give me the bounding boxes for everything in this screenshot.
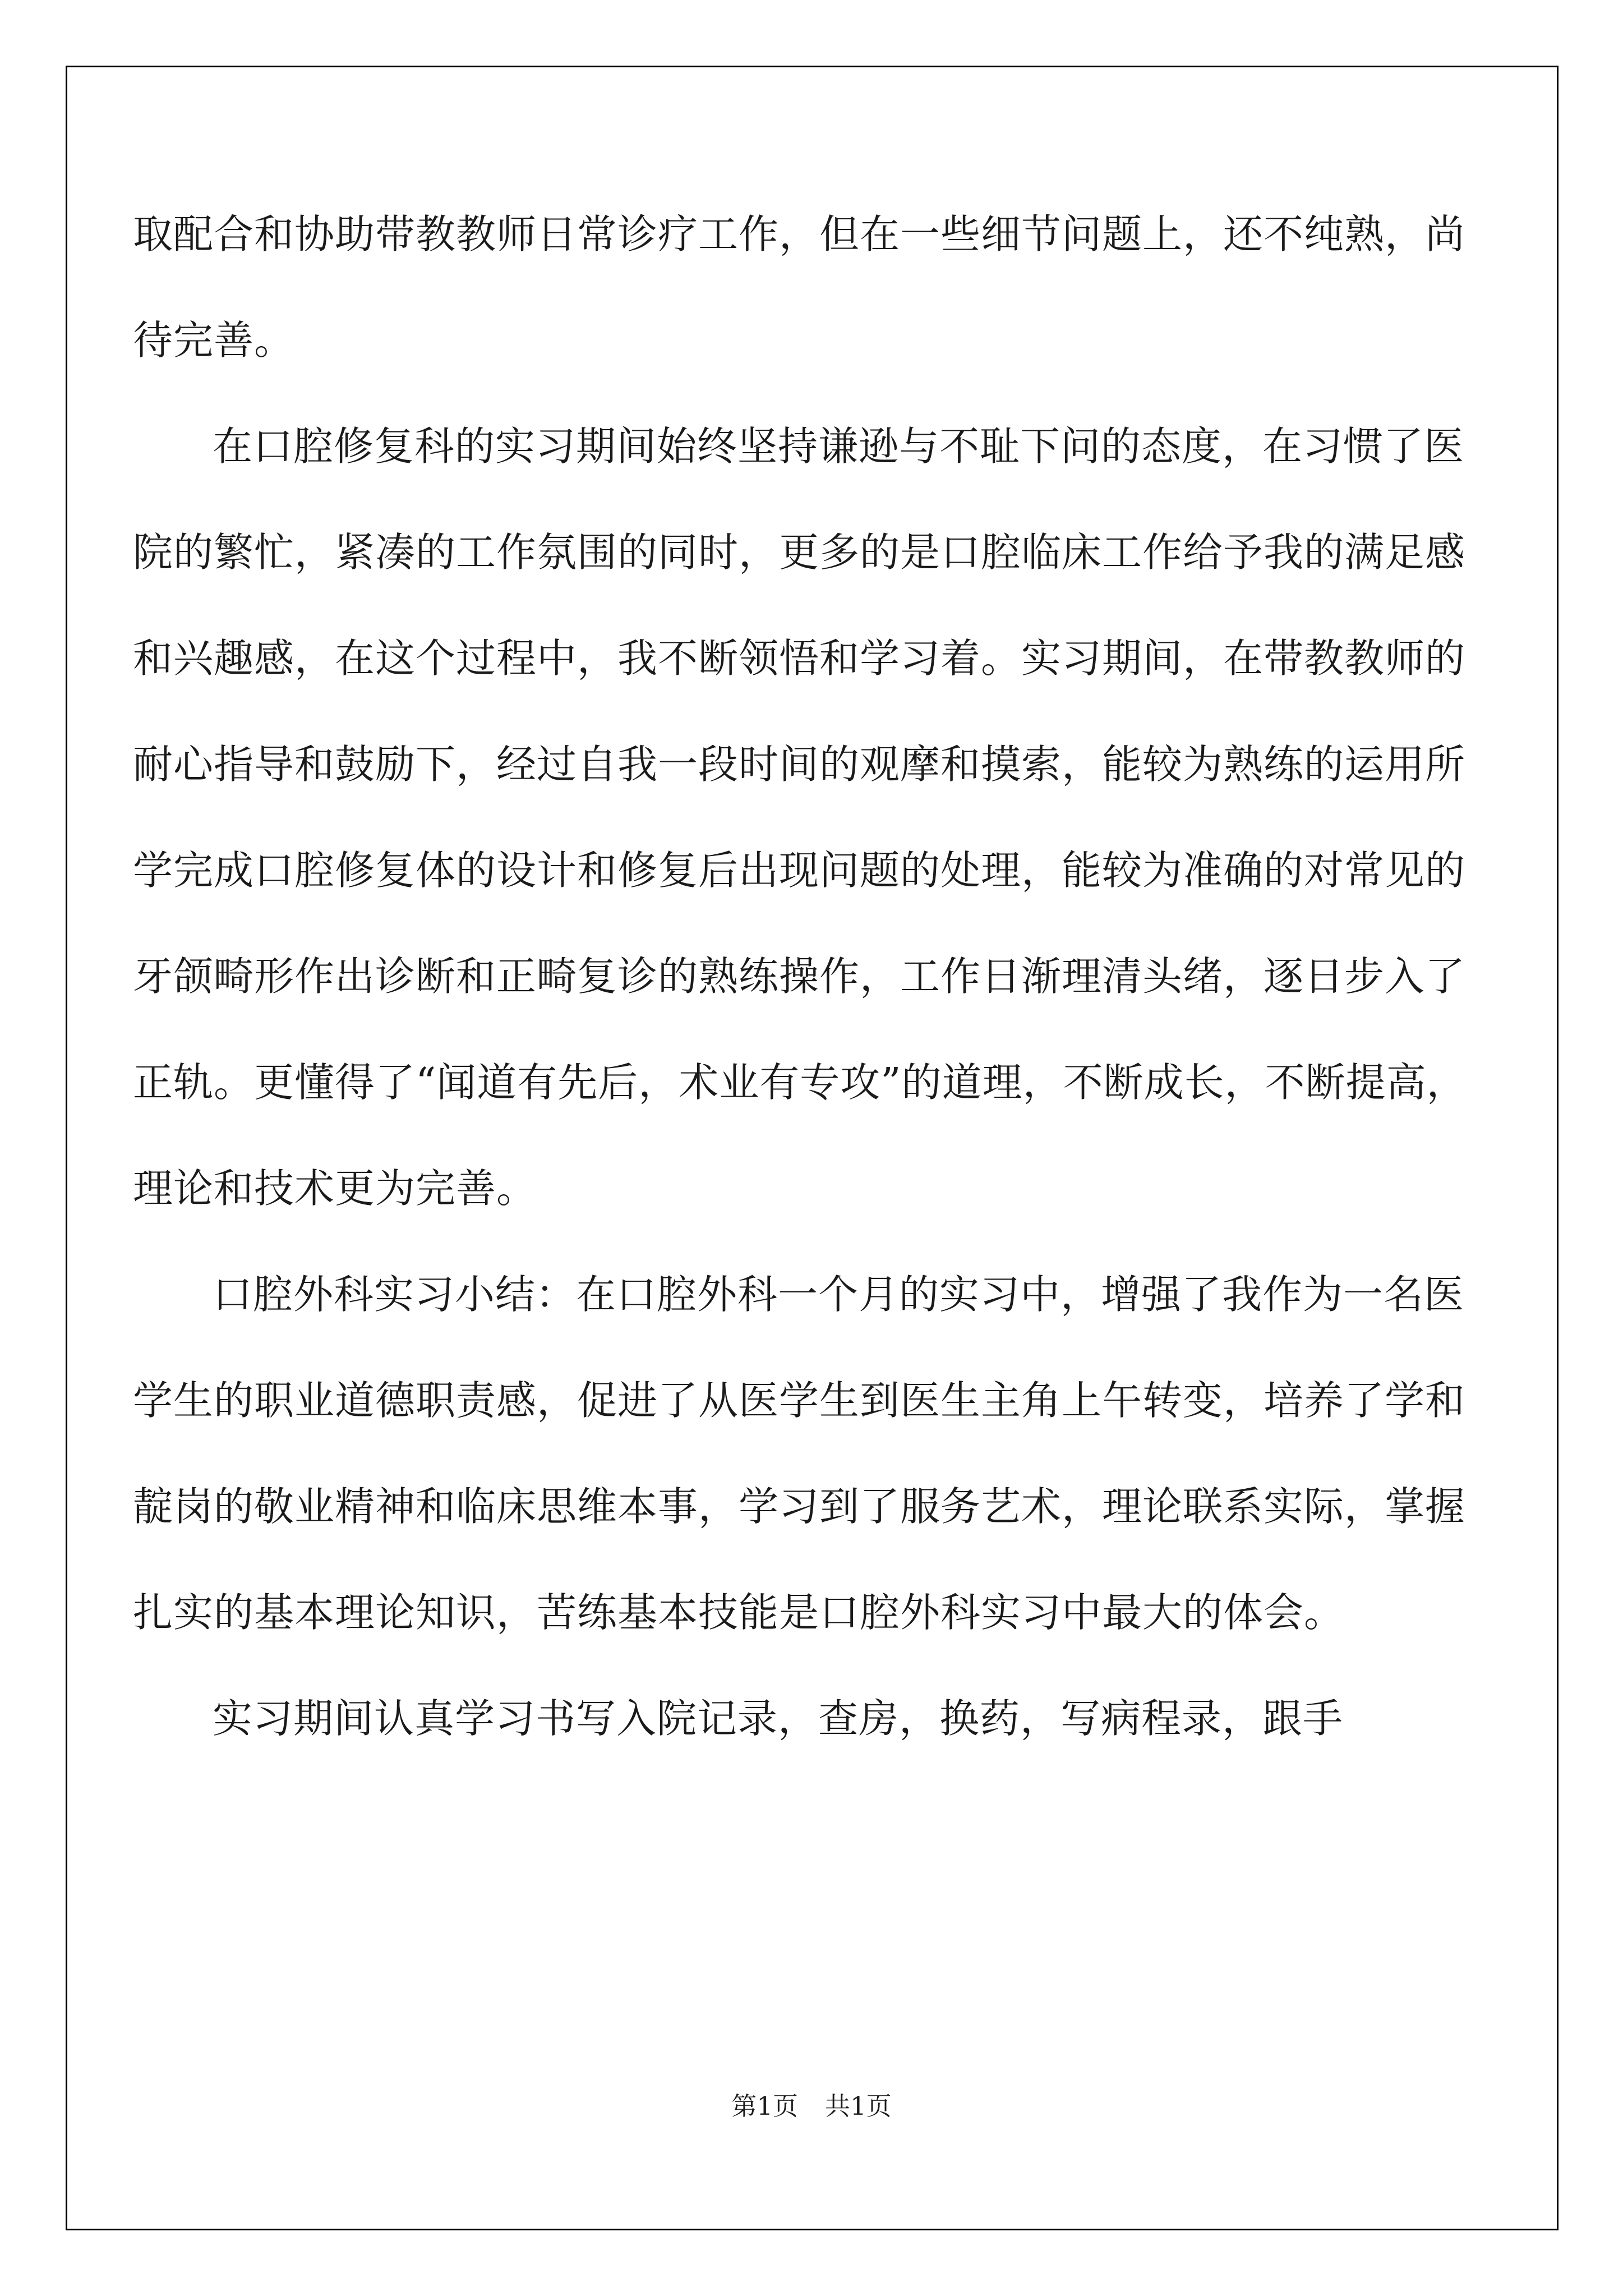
page-total: 共1页 (825, 2091, 892, 2121)
paragraph-oral-surgery-summary: 口腔外科实习小结：在口腔外科一个月的实习中，增强了我作为一名医学生的职业道德职责感，促进了从医学生到医生主角上午转变，培养了学和靛岗的敬业精神和临床思维本事，学习到了服务艺术，理论联系实际，掌握扎实的基本理论知识，苦练基本技能是口腔外科实习中最大的体会。 (133, 1271, 1466, 1636)
document-body (133, 181, 1496, 1772)
page-number: 第1页 (731, 2091, 798, 2121)
paragraph-prosthodontics: 在口腔修复科的实习期间始终坚持谦逊与不耻下问的态度，在习惯了医院的繁忙，紧凑的工作氛围的同时，更多的是口腔临床工作给予我的满足感和兴趣感，在这个过程中，我不断领悟和学习着。实习期间，在带教教师的耐心指导和鼓励下，经过自我一段时间的观摩和摸索，能较为熟练的运用所学完成口腔修复体的设计和修复后出现问题的处理，能较为准确的对常见的牙颌畸形作出诊断和正畸复诊的熟练操作，工作日渐理清头绪，逐日步入了正轨。更懂得了“闻道有先后，术业有专攻”的道理，不断成长，不断提高，理论和技术更为完善。 (133, 423, 1467, 1212)
paragraph-continued: 取配合和协助带教教师日常诊疗工作，但在一些细节问题上，还不纯熟，尚待完善。 (133, 211, 1466, 364)
paragraph-internship-duties: 实习期间认真学习书写入院记录，查房，换药，写病程录，跟手 (213, 1695, 1344, 1742)
page-footer (0, 2086, 1623, 2122)
